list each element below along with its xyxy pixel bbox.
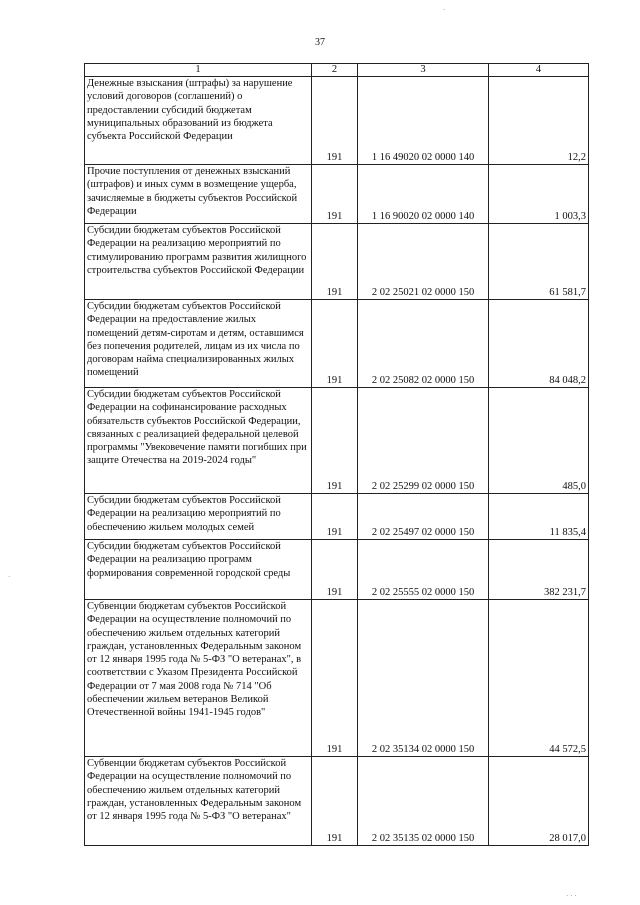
amount-cell: 61 581,7 <box>489 224 589 300</box>
revenue-name-cell: Прочие поступления от денежных взысканий (штрафов) и иных сумм в возмещение ущерба, зачисляемые в бюджеты субъектов Российской Федерации <box>85 165 312 224</box>
table-row <box>85 224 589 300</box>
page-number: 37 <box>315 37 325 48</box>
scan-artifact: · · · <box>566 892 577 900</box>
amount-cell: 11 835,4 <box>489 494 589 540</box>
revenue-name-cell: Субвенции бюджетам субъектов Российской Федерации на осуществление полномочий по обеспечению жильем отдельных категорий граждан, установленных Федеральным законом от 12 января 1995 года № 5-ФЗ "О ветеранах" <box>85 757 312 846</box>
revenue-name-cell: Денежные взыскания (штрафы) за нарушение условий договоров (соглашений) о предоставлении субсидий бюджетам муниципальных образований из бюджета субъекта Российской Федерации <box>85 77 312 165</box>
admin-code-cell: 191 <box>312 540 358 600</box>
table-row <box>85 600 589 757</box>
admin-code-cell: 191 <box>312 165 358 224</box>
table-row <box>85 300 589 388</box>
scan-artifact: · <box>443 6 446 14</box>
classification-code-cell: 1 16 49020 02 0000 140 <box>358 77 489 165</box>
classification-code-cell: 2 02 35134 02 0000 150 <box>358 600 489 757</box>
classification-code-cell: 2 02 35135 02 0000 150 <box>358 757 489 846</box>
amount-cell: 84 048,2 <box>489 300 589 388</box>
amount-cell: 44 572,5 <box>489 600 589 757</box>
scan-artifact: · <box>8 573 11 581</box>
classification-code-cell: 2 02 25555 02 0000 150 <box>358 540 489 600</box>
amount-cell: 485,0 <box>489 388 589 494</box>
amount-cell: 1 003,3 <box>489 165 589 224</box>
classification-code-cell: 1 16 90020 02 0000 140 <box>358 165 489 224</box>
classification-code-cell: 2 02 25082 02 0000 150 <box>358 300 489 388</box>
table-row <box>85 77 589 165</box>
admin-code-cell: 191 <box>312 600 358 757</box>
amount-cell: 28 017,0 <box>489 757 589 846</box>
revenue-name-cell: Субсидии бюджетам субъектов Российской Федерации на предоставление жилых помещений детям-сиротам и детям, оставшимся без попечения родителей, лицам из их числа по договорам найма специализированных жилых помещений <box>85 300 312 388</box>
classification-code-cell: 2 02 25021 02 0000 150 <box>358 224 489 300</box>
table-row <box>85 494 589 540</box>
column-header-admin: 2 <box>312 64 358 77</box>
table-header-row <box>85 64 589 77</box>
revenue-name-cell: Субсидии бюджетам субъектов Российской Федерации на реализацию мероприятий по стимулированию программ развития жилищного строительства субъектов Российской Федерации <box>85 224 312 300</box>
budget-revenue-table <box>84 63 589 846</box>
amount-cell: 382 231,7 <box>489 540 589 600</box>
revenue-name-cell: Субвенции бюджетам субъектов Российской Федерации на осуществление полномочий по обеспечению жильем отдельных категорий граждан, установленных Федеральным законом от 12 января 1995 года № 5-ФЗ "О ветеранах", в соответствии с Указом Президента Российской Федерации от 7 мая 2008 года № 714 "Об обеспечении жильем ветеранов Великой Отечественной войны 1941-1945 годов" <box>85 600 312 757</box>
amount-cell: 12,2 <box>489 77 589 165</box>
admin-code-cell: 191 <box>312 224 358 300</box>
admin-code-cell: 191 <box>312 77 358 165</box>
column-header-name: 1 <box>85 64 312 77</box>
classification-code-cell: 2 02 25497 02 0000 150 <box>358 494 489 540</box>
table-row <box>85 540 589 600</box>
revenue-name-cell: Субсидии бюджетам субъектов Российской Федерации на реализацию мероприятий по обеспечению жильем молодых семей <box>85 494 312 540</box>
table-row <box>85 757 589 846</box>
admin-code-cell: 191 <box>312 494 358 540</box>
table-row <box>85 165 589 224</box>
admin-code-cell: 191 <box>312 300 358 388</box>
column-header-code: 3 <box>358 64 489 77</box>
revenue-name-cell: Субсидии бюджетам субъектов Российской Федерации на софинансирование расходных обязательств субъектов Российской Федерации, связанных с реализацией федеральной целевой программы "Увековечение памяти погибших при защите Отечества на 2019-2024 годы" <box>85 388 312 494</box>
admin-code-cell: 191 <box>312 757 358 846</box>
classification-code-cell: 2 02 25299 02 0000 150 <box>358 388 489 494</box>
column-header-amount: 4 <box>489 64 589 77</box>
revenue-name-cell: Субсидии бюджетам субъектов Российской Федерации на реализацию программ формирования современной городской среды <box>85 540 312 600</box>
table-row <box>85 388 589 494</box>
admin-code-cell: 191 <box>312 388 358 494</box>
